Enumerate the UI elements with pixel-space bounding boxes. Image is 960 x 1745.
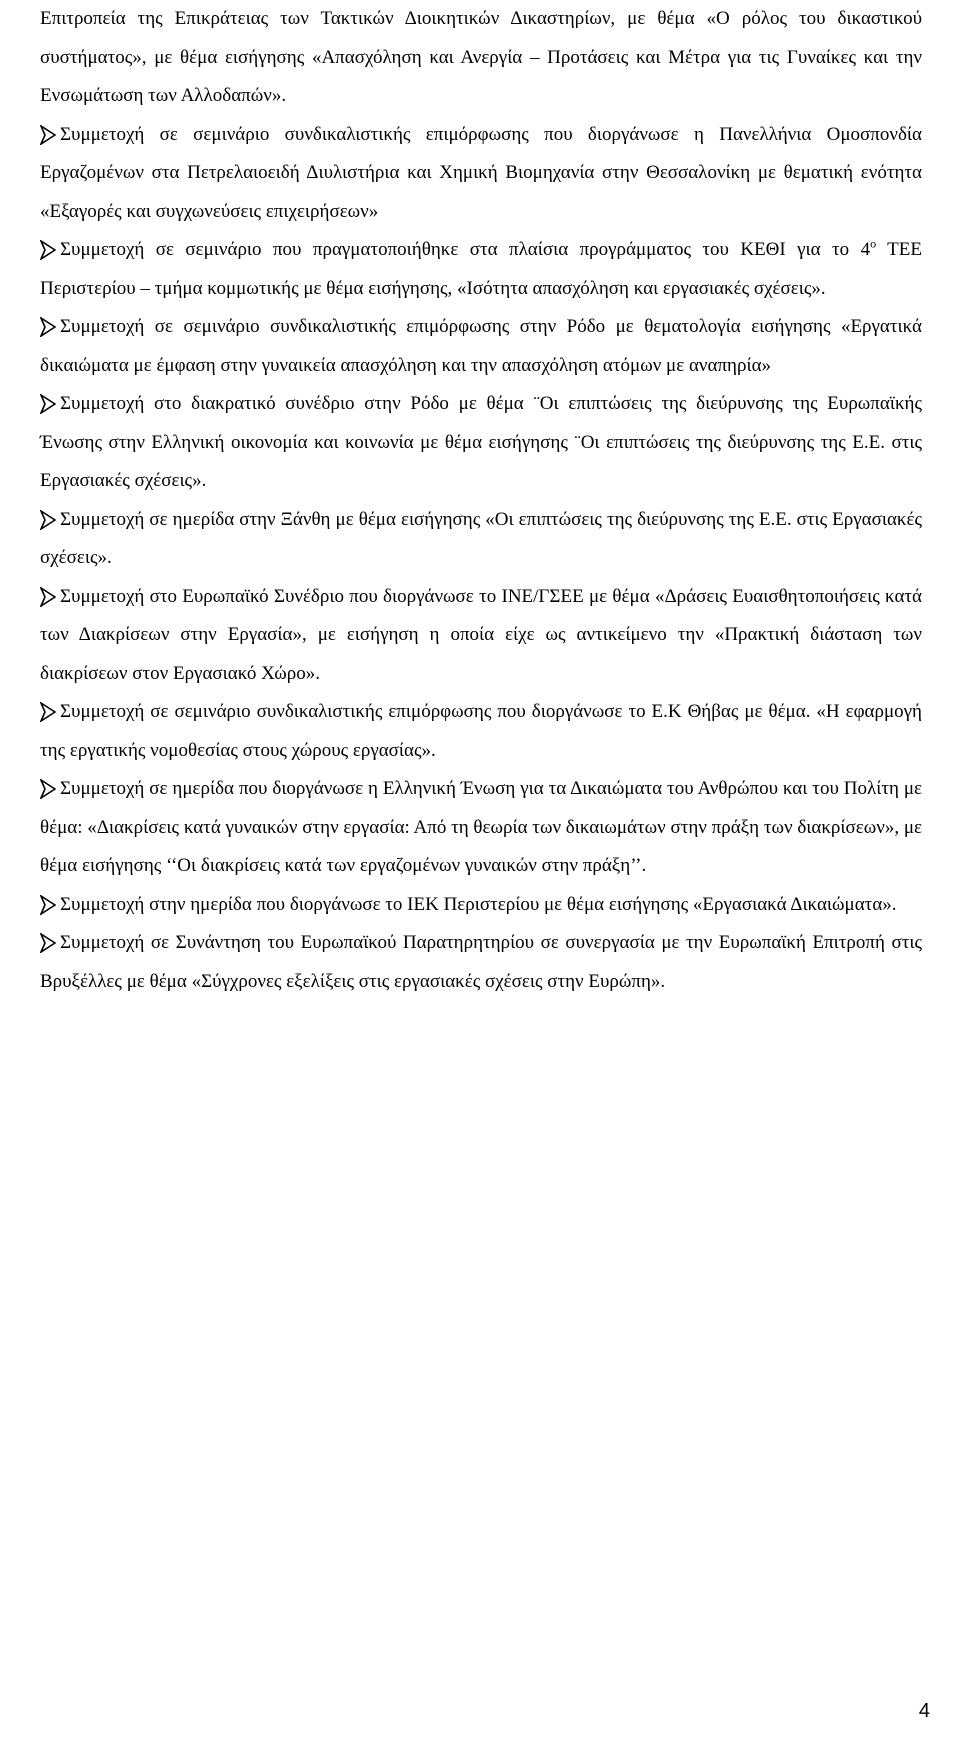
list-item: [40, 693, 922, 770]
arrow-bullet-icon: [40, 587, 56, 607]
page-number: 4: [918, 1700, 930, 1722]
continuation-paragraph: Επιτροπεία της Επικράτειας των Τακτικών Διοικητικών Δικαστηρίων, με θέμα «Ο ρόλος του δικαστικού συστήματος», με θέμα εισήγησης «Απασχόληση και Ανεργία – Προτάσεις και Μέτρα για τις Γυναίκες και την Ενσωμάτωση των Αλλοδαπών».: [40, 8, 922, 106]
arrow-bullet-icon: [40, 510, 56, 530]
list-item: [40, 308, 922, 385]
list-item-text: Συμμετοχή σε ημερίδα που διοργάνωσε η Ελληνική Ένωση για τα Δικαιώματα του Ανθρώπου και του Πολίτη με θέμα: «Διακρίσεις κατά γυναικών στην εργασία: Από τη θεωρία των δικαιωμάτων στην πράξη των διακρίσεων», με θέμα εισήγησης ‘‘Οι διακρίσεις κατά των εργαζομένων γυναικών στην πράξη’’.: [40, 778, 922, 876]
list-item: [40, 501, 922, 578]
list-item: [40, 385, 922, 501]
arrow-bullet-icon: [40, 317, 56, 337]
list-item: [40, 770, 922, 886]
list-item-text: Συμμετοχή στο Ευρωπαϊκό Συνέδριο που διοργάνωσε το ΙΝΕ/ΓΣΕΕ με θέμα «Δράσεις Ευαισθητοποιήσεις κατά των Διακρίσεων στην Εργασία», με εισήγηση η οποία είχε ως αντικείμενο την «Πρακτική διάσταση των διακρίσεων στον Εργασιακό Χώρο».: [40, 585, 922, 684]
list-item-text: Συμμετοχή σε σεμινάριο συνδικαλιστικής επιμόρφωσης στην Ρόδο με θεματολογία εισήγησης «Εργατικά δικαιώματα με έμφαση στην γυναικεία απασχόληση και την απασχόληση ατόμων με αναπηρία»: [40, 316, 922, 376]
list-item-text: Συμμετοχή σε Συνάντηση του Ευρωπαϊκού Παρατηρητηρίου σε συνεργασία με την Ευρωπαϊκή Επιτροπή στις Βρυξέλλες με θέμα «Σύγχρονες εξελίξεις στις εργασιακές σχέσεις στην Ευρώπη».: [40, 932, 922, 992]
list-item: [40, 116, 922, 232]
list-item-text-continued: ΤΕΕ Περιστερίου – τμήμα κομμωτικής με θέμα εισήγησης, «Ισότητα απασχόληση και εργασιακές σχέσεις».: [40, 239, 922, 299]
list-item-text: Συμμετοχή σε σεμινάριο που πραγματοποιήθηκε στα πλαίσια προγράμματος του ΚΕΘΙ για το 4: [60, 239, 871, 260]
list-item-text: Συμμετοχή στην ημερίδα που διοργάνωσε το ΙΕΚ Περιστερίου με θέμα εισήγησης «Εργασιακά Δικαιώματα».: [60, 893, 897, 915]
arrow-bullet-icon: [40, 702, 56, 722]
ordinal-superscript: ο: [870, 236, 877, 251]
list-item: [40, 924, 922, 1001]
arrow-bullet-icon: [40, 779, 56, 799]
list-item-text: Συμμετοχή σε ημερίδα στην Ξάνθη με θέμα εισήγησης «Οι επιπτώσεις της διεύρυνσης της Ε.Ε. στις Εργασιακές σχέσεις».: [40, 508, 922, 568]
list-item-text: Συμμετοχή σε σεμινάριο συνδικαλιστικής επιμόρφωσης που διοργάνωσε η Πανελλήνια Ομοσπονδία Εργαζομένων στα Πετρελαιοειδή Διυλιστήρια και Χημική Βιομηχανία στην Θεσσαλονίκη με θεματική ενότητα «Εξαγορές και συγχωνεύσεις επιχειρήσεων»: [40, 123, 922, 222]
arrow-bullet-icon: [40, 394, 56, 414]
arrow-bullet-icon: [40, 933, 56, 953]
arrow-bullet-icon: [40, 240, 56, 260]
list-item-text: Συμμετοχή σε σεμινάριο συνδικαλιστικής επιμόρφωσης που διοργάνωσε το Ε.Κ Θήβας με θέμα. «Η εφαρμογή της εργατικής νομοθεσίας στους χώρους εργασίας».: [40, 701, 922, 761]
document-page: [40, 0, 922, 1001]
list-item: [40, 578, 922, 694]
list-item: [40, 886, 922, 925]
arrow-bullet-icon: [40, 895, 56, 915]
arrow-bullet-icon: [40, 125, 56, 145]
list-item: [40, 231, 922, 308]
list-item-text: Συμμετοχή στο διακρατικό συνέδριο στην Ρόδο με θέμα ¨Οι επιπτώσεις της διεύρυνσης της Ευρωπαϊκής Ένωσης στην Ελληνική οικονομία και κοινωνία με θέμα εισήγησης ¨Οι επιπτώσεις της διεύρυνσης της Ε.Ε. στις Εργασιακές σχέσεις».: [40, 393, 922, 491]
activity-list: [40, 116, 922, 1002]
